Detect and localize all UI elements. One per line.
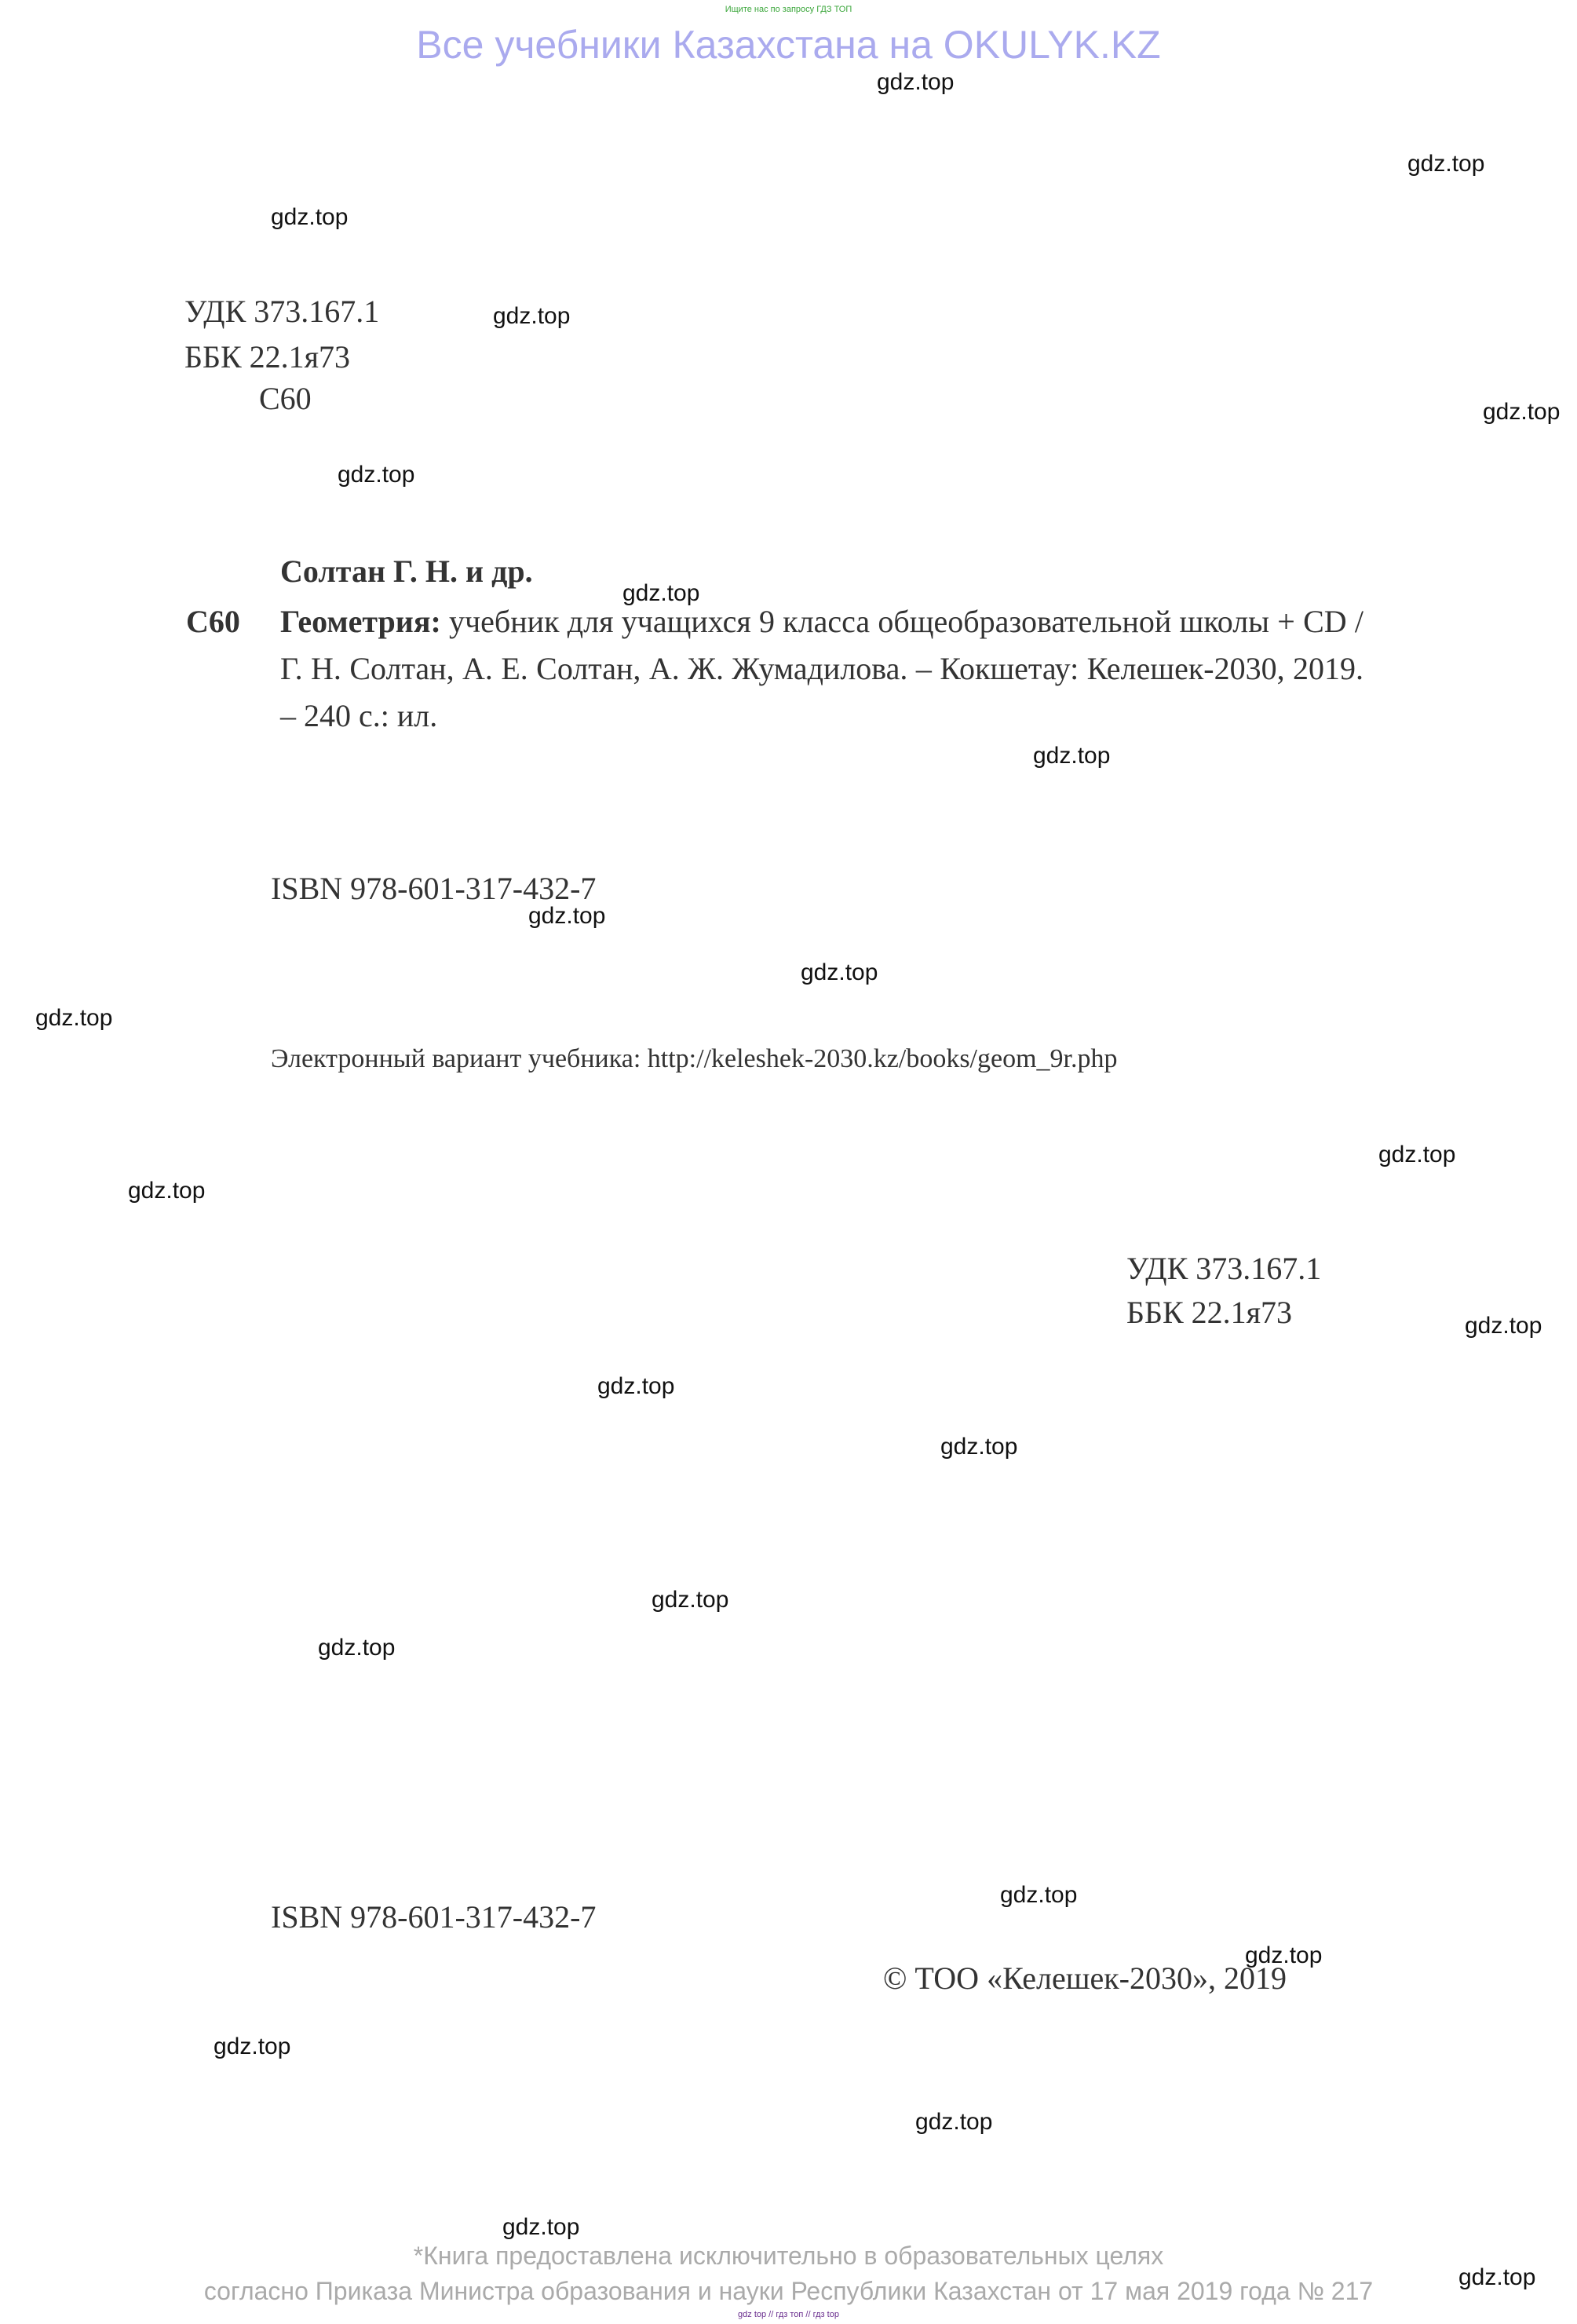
watermark: gdz.top (35, 1005, 113, 1031)
search-hint: Ищите нас по запросу ГДЗ ТОП (725, 5, 852, 14)
watermark: gdz.top (1458, 2264, 1536, 2290)
watermark: gdz.top (1245, 1942, 1323, 1968)
watermark: gdz.top (877, 69, 955, 95)
bbk-code: ББК 22.1я73 (184, 339, 351, 375)
watermark: gdz.top (502, 2214, 580, 2240)
footer-links[interactable]: gdz top // гдз топ // гдз top (738, 2310, 839, 2319)
isbn: ISBN 978-601-317-432-7 (271, 1899, 597, 1935)
author-cipher: С60 (259, 381, 312, 416)
book-details: учебник для учащихся 9 класса общеобразовательной школы + CD / Г. Н. Солтан, А. Е. Солтан, А. Ж. Жумадилова. – Кокшетау: Келешек-2030, 2019. – 240 с.: ил. (280, 604, 1364, 733)
catalog-block-top (184, 289, 379, 380)
watermark: gdz.top (493, 303, 571, 329)
watermark: gdz.top (128, 1178, 206, 1204)
watermark: gdz.top (318, 1635, 396, 1661)
watermark: gdz.top (1000, 1882, 1078, 1908)
udk-code: УДК 373.167.1 (184, 294, 380, 329)
watermark: gdz.top (652, 1587, 729, 1613)
watermark: gdz.top (271, 204, 349, 230)
watermark: gdz.top (622, 580, 700, 606)
watermark: gdz.top (1465, 1313, 1542, 1339)
footer-note: *Книга предоставлена исключительно в образовательных целях (413, 2242, 1164, 2270)
site-banner[interactable]: Все учебники Казахстана на OKULYK.KZ (416, 23, 1161, 67)
electronic-version-link[interactable]: Электронный вариант учебника: http://keleshek-2030.kz/books/geom_9r.php (271, 1044, 1118, 1073)
record-authors: Солтан Г. Н. и др. (280, 554, 533, 589)
watermark: gdz.top (338, 462, 415, 488)
footer-order: согласно Приказа Министра образования и науки Республики Казахстан от 17 мая 2019 года № 217 (203, 2277, 1374, 2305)
watermark: gdz.top (597, 1373, 675, 1399)
watermark: gdz.top (214, 2034, 291, 2059)
watermark: gdz.top (1033, 743, 1111, 769)
catalog-block-bottom (1126, 1247, 1321, 1335)
copyright: © ТОО «Келешек-2030», 2019 (883, 1960, 1287, 1996)
udk-code: УДК 373.167.1 (1126, 1251, 1322, 1286)
watermark: gdz.top (528, 903, 606, 929)
watermark: gdz.top (1407, 151, 1485, 177)
book-title: Геометрия: (280, 604, 441, 639)
bbk-code: ББК 22.1я73 (1126, 1295, 1293, 1330)
watermark: gdz.top (1483, 399, 1561, 425)
isbn: ISBN 978-601-317-432-7 (271, 871, 597, 906)
watermark: gdz.top (940, 1434, 1018, 1460)
record-description (280, 598, 1363, 740)
watermark: gdz.top (1378, 1142, 1456, 1167)
watermark: gdz.top (915, 2109, 993, 2135)
watermark: gdz.top (801, 959, 878, 985)
record-cipher: С60 (186, 604, 240, 639)
